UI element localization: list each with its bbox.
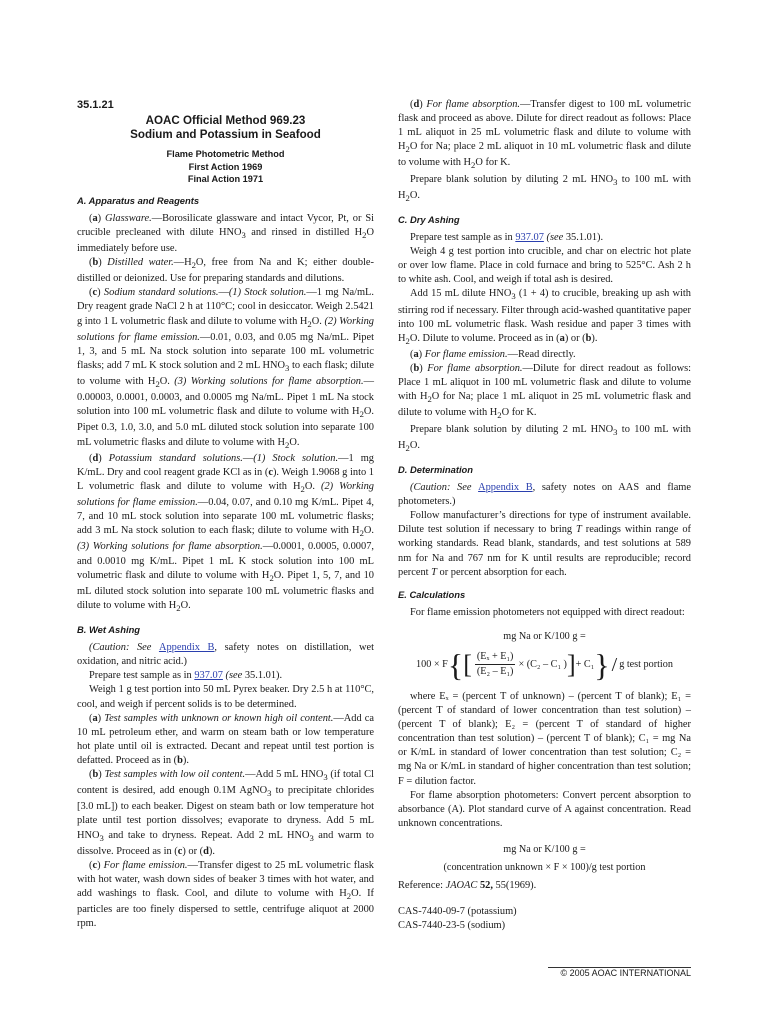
paragraph-dry-flame-absorption: (b) For flame absorption.—Dilute for direct readout as follows: Place 1 mL aliquot in 100 mL volumetric flask and dilute to volume with $H_2O$ for Na; place 1 mL aliquot in 25 mL volumetric flask and dilute to volume with $H_2O$ for K. — [398, 363, 691, 421]
heading-wet-ashing: B. Wet Ashing — [77, 624, 141, 636]
paragraph-wet-blank: Prepare blank solution by diluting 2 mL $HNO_3$ to 100 mL with $H_2O$. — [398, 173, 692, 203]
paragraph-low-oil: (b) Test samples with low oil content.—Add 5 mL $HNO_3$ (if total Cl content is desired, add enough 0.1M AgNO$_3$ to precipitate chlorides [3.0 mL]) to each beaker. Digest on steam bath or low temperature hot plate until test portion dissolves; evaporate to dryness. Add 5 mL $HNO_3$ and take to dryness. Repeat. Add 2 mL $HNO_3$ and warm to dissolve. Proceed as in (c) or (d). — [77, 769, 374, 857]
paragraph-wet-flame-absorption: (d) For flame absorption.—Transfer digest to 100 mL volumetric flask and proceed as above. Dilute for direct readout as follows: Place 1 mL aliquot in 25 mL volumetric flask and dilute to volume with $H_2O$ for Na; place 2 mL aliquot in 10 mL volumetric flask and dilute to volume with $H_2O$ for K. — [398, 99, 692, 171]
paragraph-dry-blank: Prepare blank solution by diluting 2 mL $HNO_3$ to 100 mL with $H_2O$. — [398, 423, 692, 453]
paragraph-where: where Eₓ = (percent T of unknown) – (percent T of blank); E₁ = (percent T of standard of lower concentration than test solution) – (percent T of blank); E₂ = (percent T of standard of higher concentration than test solution) – (percent T of blank); C₁ = mg Na or K/mL in standard of lower concentration than test solution; C₂ = mg Na or K/mL in standard of higher concentration than test solution; F = dilution factor. — [398, 690, 691, 787]
method-type: Flame Photometric Method — [166, 149, 285, 160]
heading-dry-ashing: C. Dry Ashing — [398, 213, 460, 225]
reference: Reference: JAOAC 52, 55(1969). — [398, 880, 537, 892]
left-column — [77, 98, 374, 931]
method-937-07-link[interactable]: 937.07 — [194, 670, 223, 682]
paragraph-glassware: (a) Glassware.—Borosilicate glassware and intact Vycor, Pt, or Si crucible precleaned with dilute $HNO_3$ and rinsed in distilled $H_2O$ immediately before use. — [77, 212, 374, 254]
right-column — [398, 98, 691, 933]
paragraph-dry-add-acid: Add 15 mL dilute $HNO_3$ (1 + 4) to crucible, breaking up ash with stirring rod if necessary. Filter through acid-washed quantitative paper into 100 mL volumetric flask. Wash residue and paper 3 times with $H_2O$. Dilute to volume. Proceed as in (a) or (b). — [398, 288, 691, 346]
paragraph-wet-caution: (Caution: See Appendix B, safety notes on distillation, wet oxidation, and nitric acid.) — [77, 642, 374, 668]
cas-sodium: CAS-7440-23-5 (sodium) — [398, 920, 506, 932]
paragraph-det-follow: Follow manufacturer’s directions for type of instrument available. Dilute test solution if necessary to bring T readings within range of working standards. Read blank, standards, and test solutions at 589 nm for Na and 767 nm for K until results are reproducible; record percent T or percent absorption for each. — [398, 510, 691, 578]
footer-copyright: © 2005 AOAC INTERNATIONAL — [560, 968, 691, 978]
equation-lhs: mg Na or K/100 g = — [503, 630, 586, 642]
cas-potassium: CAS-7440-09-7 (potassium) — [398, 906, 517, 918]
paragraph-absorption: For flame absorption photometers: Convert percent absorption to absorbance (A). Plot standard curve of A against concentration. Read unknown concentrations. — [398, 789, 691, 829]
paragraph-calc-intro: For flame emission photometers not equipped with direct readout: — [410, 606, 685, 618]
paragraph-potassium-standards: (d) Potassium standard solutions.—(1) Stock solution.—1 mg K/mL. Dry and cool reagent grade KCl as in (c). Weigh 1.9068 g into 1 L volumetric flask and dilute to volume with $H_2O$. (2) Working solutions for flame emission.—0.04, 0.07, and 0.10 mg K/mL. Pipet 4, 7, and 10 mL stock solution into separate 100 mL volumetric flasks; add 3 mL Na stock solution to each flask; dilute to volume with $H_2O$. (3) Working solutions for flame absorption.—0.0001, 0.0005, 0.0007, and 0.0010 mg K/mL. Pipet 1 mL K stock solution into 100 mL volumetric flask and dilute to volume with $H_2O$. Pipet 1, 5, 7, and 10 mL diluted stock solution into separate 100 mL volumetric flasks and dilute to volume with $H_2O$. — [77, 452, 374, 613]
paragraph-distilled-water: (b) Distilled $water.—H_2O$, free from Na and K; either double-distilled or deionized. Use for preparing standards and dilutions. — [77, 257, 375, 285]
appendix-b-link[interactable]: Appendix B — [158, 642, 215, 654]
equation-emission: 100 × F { [ $\frac{\text{(Eₓ + E₁)}}{\text{(E₂ – E₁)}}$ × (C₂ – C₁ ) ] + C₁ } / g test portion — [416, 646, 673, 683]
equation2-rhs: (concentration unknown × F × 100)/g test portion — [443, 862, 646, 873]
paragraph-dry-flame-emission: (a) For flame emission.—Read directly. — [410, 348, 576, 360]
equation-fraction: $\frac{\text{(Eₓ + E₁)}}{\text{(E₂ – E₁)}}$ — [476, 651, 514, 678]
paragraph-wet-prep: Prepare test sample as in 937.07 (see 35.1.01). — [89, 670, 283, 682]
paragraph-sodium-standards: (c) Sodium standard solutions.—(1) Stock solution.—1 mg Na/mL. Dry reagent grade NaCl 2 h at 110°C; cool in desiccator. Weigh 2.5421 g into 1 L volumetric flask and dilute to volume with $H_2O$. (2) Working solutions for flame emission.—0.01, 0.03, and 0.05 mg Na/mL. Pipet 1, 3, and 5 mL Na stock solution into separate 100 mL volumetric flasks; add 7 mL K stock solution and 2 mL $HNO_3$ to each flask; dilute to volume with $H_2O$. (3) Working solutions for flame absorption.—0.00003, 0.0001, 0.0003, and 0.0005 mg Na/mL. Pipet 1 mL Na stock solution into 100 mL volumetric flask and dilute to volume with $H_2O$. Pipet 0.3, 1.0, 3.0, and 5.0 mL diluted stock solution into separate 100 mL volumetric flasks and dilute to volume with $H_2O$. — [77, 287, 374, 450]
heading-determination: D. Determination — [398, 463, 474, 475]
method-937-07-link-2[interactable]: 937.07 — [515, 232, 544, 244]
appendix-b-link-2[interactable]: Appendix B — [478, 482, 533, 494]
paragraph-dry-prep: Prepare test sample as in 937.07 (see 35.1.01). — [410, 232, 604, 244]
method-title: AOAC Official Method 969.23 — [145, 114, 306, 128]
paragraph-high-oil: (a) Test samples with unknown or known high oil content.—Add ca 10 mL petroleum ether, and warm on steam bath or low temperature hot plate until oil is extracted. Decant and repeat until test portion is defatted. Proceed as in (b). — [77, 712, 374, 766]
heading-apparatus: A. Apparatus and Reagents — [77, 194, 200, 206]
first-action: First Action 1969 — [188, 161, 263, 172]
heading-calculations: E. Calculations — [398, 588, 466, 600]
equation2-lhs: mg Na or K/100 g = — [503, 843, 586, 855]
paragraph-det-caution: (Caution: See Appendix B, safety notes on AAS and flame photometers.) — [398, 482, 692, 508]
method-subject: Sodium and Potassium in Seafood — [130, 128, 321, 142]
section-number: 35.1.21 — [77, 99, 114, 111]
paragraph-wet-flame-emission: (c) For flame emission.—Transfer digest to 25 mL volumetric flask with hot water, wash down sides of beaker 3 times with hot water, and add washings to flask. Cool, and dilute to volume with $H_2O$. If particles are too finely dispersed to settle, centrifuge aliquot at 2000 rpm. — [77, 859, 375, 930]
paragraph-dry-weigh: Weigh 4 g test portion into crucible, and char on electric hot plate or over low flame. Place in cold furnace and bring to 525°C. Ash 2 h to white ash. Cool, and weigh if total ash is desired. — [398, 246, 691, 286]
final-action: Final Action 1971 — [187, 174, 264, 185]
paragraph-wet-weigh: Weigh 1 g test portion into 50 mL Pyrex beaker. Dry 2.5 h at 110°C, cool, and weigh if percent solids is to be determined. — [77, 684, 374, 710]
